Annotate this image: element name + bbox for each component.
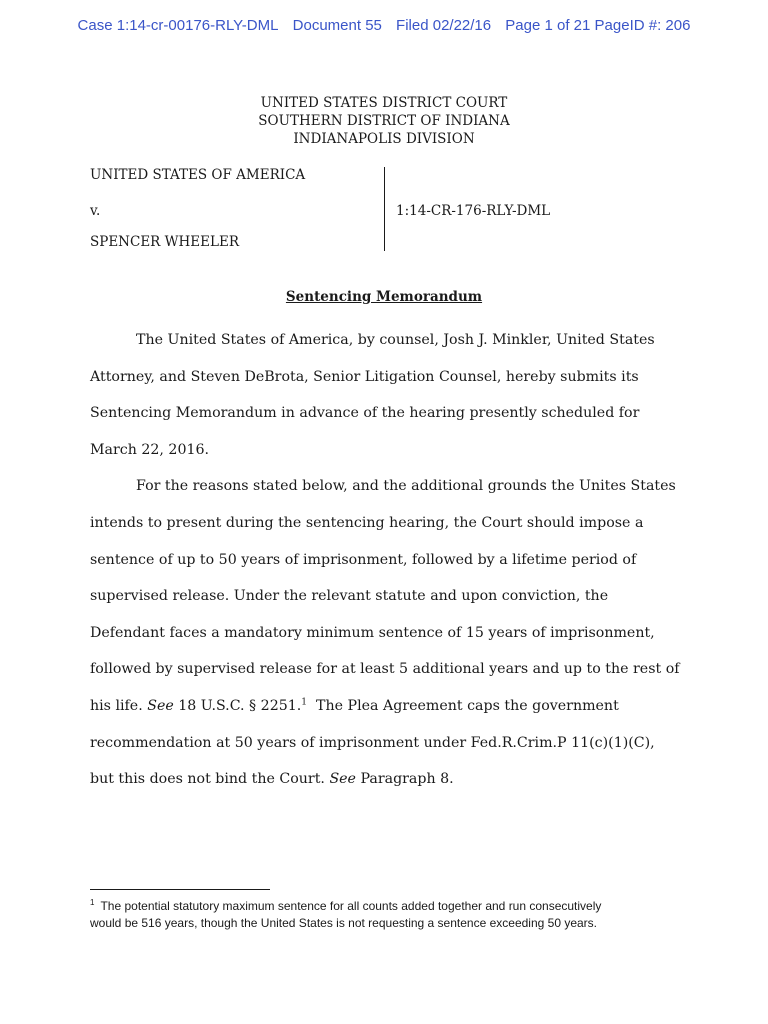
footnote-line: would be 516 years, though the United States is not requesting a sentence exceeding 50 years. <box>90 916 597 930</box>
footnote-text: The potential statutory maximum sentence for all counts added together and run consecutively <box>100 899 602 913</box>
court-district: SOUTHERN DISTRICT OF INDIANA <box>258 113 510 129</box>
body-text: Paragraph 8. <box>355 771 454 788</box>
court-name: UNITED STATES DISTRICT COURT <box>260 95 508 111</box>
body-line: Sentencing Memorandum in advance of the hearing presently scheduled for <box>90 405 640 422</box>
caption-defendant: SPENCER WHEELER <box>90 234 239 250</box>
court-heading <box>0 94 768 148</box>
document-title <box>0 289 768 305</box>
body-text: his life. <box>90 697 148 714</box>
caption-case-number: 1:14-CR-176-RLY-DML <box>396 203 551 219</box>
body-text: but this does not bind the Court. <box>90 771 330 788</box>
body-line: intends to present during the sentencing hearing, the Court should impose a <box>90 514 644 531</box>
body-text: 18 U.S.C. § 2251. <box>173 697 302 714</box>
body-line: followed by supervised release for at least 5 additional years and up to the rest of <box>90 661 680 678</box>
footnote-marker: 1 <box>90 898 95 907</box>
body-line: sentence of up to 50 years of imprisonment, followed by a lifetime period of <box>90 551 637 568</box>
body-line: recommendation at 50 years of imprisonment under Fed.R.Crim.P 11(c)(1)(C), <box>90 734 655 751</box>
footnote <box>90 898 690 932</box>
body-line: supervised release. Under the relevant statute and upon conviction, the <box>90 588 609 605</box>
body-line: For the reasons stated below, and the additional grounds the Unites States <box>136 478 676 495</box>
caption-versus: v. <box>90 203 101 219</box>
body-text: The Plea Agreement caps the government <box>307 697 619 714</box>
case-number-header: Case 1:14-cr-00176-RLY-DML <box>77 17 279 34</box>
court-division: INDIANAPOLIS DIVISION <box>293 131 475 147</box>
paragraph-1 <box>90 322 682 468</box>
body-line: The United States of America, by counsel, Josh J. Minkler, United States <box>136 332 655 348</box>
document-body <box>90 322 682 798</box>
caption-plaintiff: UNITED STATES OF AMERICA <box>90 167 306 183</box>
citation-signal: See <box>147 697 174 714</box>
body-line <box>90 688 682 725</box>
caption-divider <box>384 167 385 251</box>
page-info: Page 1 of 21 PageID #: 206 <box>505 17 691 34</box>
paragraph-2 <box>90 468 682 797</box>
body-line: March 22, 2016. <box>90 441 210 458</box>
citation-signal: See <box>329 771 356 788</box>
filing-header <box>0 17 768 34</box>
body-line: Defendant faces a mandatory minimum sentence of 15 years of imprisonment, <box>90 624 655 641</box>
footnote-line <box>90 898 690 915</box>
footnote-separator <box>90 889 270 890</box>
footnote-reference[interactable]: 1 <box>301 697 308 708</box>
body-line <box>90 761 682 798</box>
document-number: Document 55 <box>292 17 382 34</box>
filed-date: Filed 02/22/16 <box>396 17 492 34</box>
body-line: Attorney, and Steven DeBrota, Senior Litigation Counsel, hereby submits its <box>90 368 639 385</box>
document-title-text: Sentencing Memorandum <box>285 289 483 305</box>
